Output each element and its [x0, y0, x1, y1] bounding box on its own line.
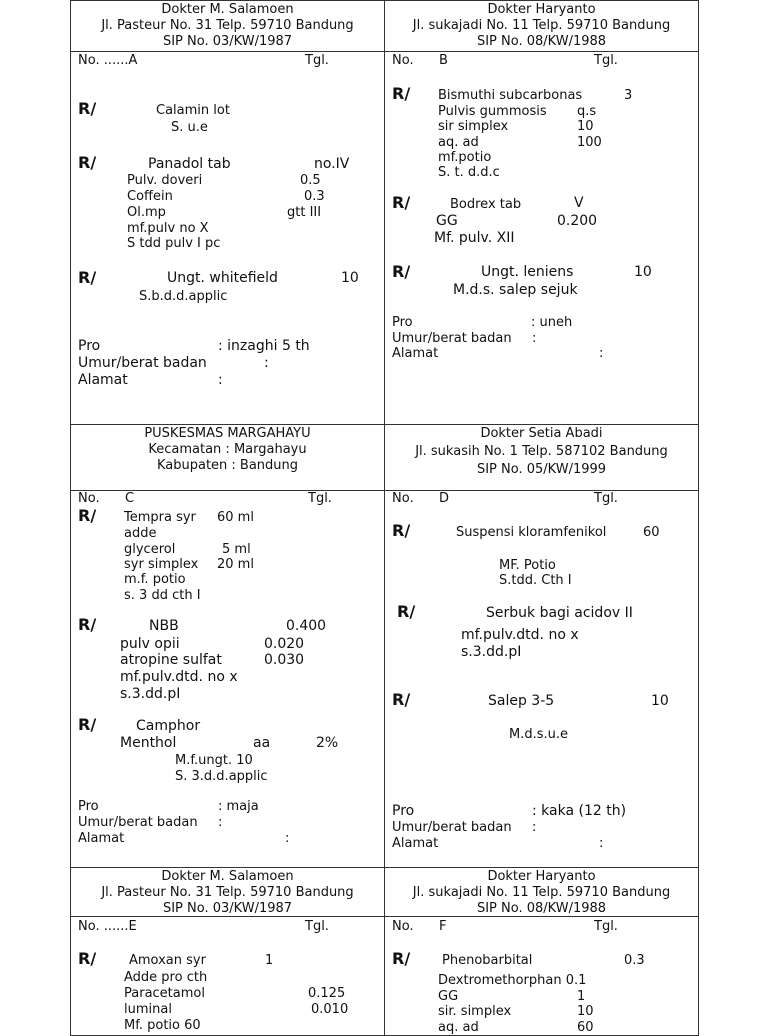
drug-amount: 2%	[316, 735, 339, 751]
recipe-symbol: R/	[392, 262, 411, 281]
signa-line: S.b.d.d.applic	[139, 289, 228, 304]
drug-line: GG	[438, 989, 459, 1004]
header-dokter-haryanto	[384, 0, 699, 52]
patient-name: : maja	[218, 799, 259, 814]
drug-amount: 0.030	[264, 652, 305, 668]
drug-line: Ungt. whitefield	[167, 270, 278, 286]
address-label: Alamat	[78, 372, 128, 388]
date-label: Tgl.	[594, 919, 618, 934]
drug-line: Tempra syr	[124, 510, 196, 525]
drug-line: aq. ad	[438, 1020, 479, 1035]
drug-amount: 10	[577, 119, 594, 134]
signa-line: M.d.s. salep sejuk	[453, 282, 578, 298]
drug-line: atropine sulfat	[120, 652, 222, 668]
age-weight-label: Umur/berat badan	[78, 815, 198, 830]
drug-line: Dextromethorphan 0.1	[438, 973, 587, 988]
drug-line: aa	[253, 735, 271, 751]
recipe-symbol: R/	[78, 506, 97, 525]
date-label: Tgl.	[305, 919, 329, 934]
patient-label: Pro	[78, 799, 99, 814]
recipe-symbol: R/	[78, 268, 97, 287]
drug-line: Adde pro cth	[124, 970, 208, 985]
drug-line: pulv opii	[120, 636, 180, 652]
recipe-symbol: R/	[392, 690, 411, 709]
drug-line: Bodrex tab	[450, 197, 522, 212]
age-weight-value: :	[218, 815, 223, 830]
prescription-a	[70, 51, 385, 425]
patient-name: : uneh	[531, 315, 573, 330]
drug-amount: 0.400	[286, 618, 327, 634]
patient-name: : kaka (12 th)	[532, 803, 627, 819]
clinic-name: PUSKESMAS MARGAHAYU	[144, 426, 311, 441]
prescription-label: No.	[392, 491, 414, 506]
header-dokter-salamoen	[70, 0, 385, 52]
drug-amount: V	[574, 195, 584, 211]
recipe-symbol: R/	[392, 84, 411, 103]
age-weight-label: Umur/berat badan	[78, 355, 207, 371]
drug-line: luminal	[124, 1002, 172, 1017]
drug-amount: 100	[577, 135, 602, 150]
prescription-label: No.	[392, 919, 414, 934]
prescription-c	[70, 490, 385, 868]
doctor-sip: SIP No. 05/KW/1999	[476, 462, 607, 477]
doctor-sip: SIP No. 08/KW/1988	[476, 901, 607, 916]
drug-line: M.f.ungt. 10	[175, 753, 253, 768]
drug-line: aq. ad	[438, 135, 479, 150]
drug-line: Ol.mp	[127, 205, 166, 220]
recipe-symbol: R/	[78, 715, 97, 734]
doctor-name: Dokter Setia Abadi	[480, 426, 603, 441]
address-label: Alamat	[78, 831, 125, 846]
age-weight-value: :	[264, 355, 269, 371]
signa-line: s.3.dd.pI	[461, 644, 522, 660]
drug-amount: 10	[577, 1004, 594, 1019]
drug-line: glycerol	[124, 542, 176, 557]
prescription-d	[384, 490, 699, 868]
age-weight-label: Umur/berat badan	[392, 820, 512, 835]
doctor-sip: SIP No. 08/KW/1988	[476, 34, 607, 49]
prescription-number: B	[439, 53, 448, 68]
drug-amount: 20 ml	[217, 557, 254, 572]
prescription-number: C	[125, 491, 135, 506]
drug-line: Amoxan syr	[129, 953, 206, 968]
drug-line: sir. simplex	[438, 1004, 512, 1019]
doctor-name: Dokter Haryanto	[487, 2, 596, 17]
drug-line: Mf. potio 60	[124, 1018, 201, 1033]
drug-line: Ungt. leniens	[481, 264, 574, 280]
drug-amount: no.IV	[314, 156, 350, 172]
drug-amount: 0.5	[300, 173, 321, 188]
doctor-name: Dokter M. Salamoen	[161, 2, 294, 17]
drug-line: Camphor	[136, 718, 201, 734]
prescription-number: F	[439, 919, 447, 934]
prescription-number: No. ......A	[78, 53, 138, 68]
drug-amount: 0.3	[304, 189, 325, 204]
prescription-e	[70, 916, 385, 1036]
header-dokter-setia-abadi	[384, 424, 699, 491]
signa-line: s. 3 dd cth I	[124, 588, 201, 603]
drug-line: Pulvis gummosis	[438, 104, 547, 119]
drug-line: MF. Potio	[499, 558, 556, 573]
drug-amount: 0.010	[311, 1002, 349, 1017]
address-value: :	[599, 346, 604, 361]
signa-line: S tdd pulv I pc	[127, 236, 221, 251]
signa-line: Mf. pulv. XII	[434, 230, 515, 246]
drug-amount: 0.3	[624, 953, 645, 968]
patient-label: Pro	[392, 315, 413, 330]
signa-line: s.3.dd.pI	[120, 686, 181, 702]
drug-amount: 1	[265, 953, 274, 968]
drug-line: syr simplex	[124, 557, 199, 572]
doctor-name: Dokter Haryanto	[487, 869, 596, 884]
drug-line: GG	[436, 213, 458, 229]
prescription-label: No.	[392, 53, 414, 68]
date-label: Tgl.	[594, 491, 618, 506]
drug-line: Serbuk bagi acidov II	[486, 605, 633, 621]
patient-label: Pro	[392, 803, 415, 819]
recipe-symbol: R/	[78, 153, 97, 172]
recipe-symbol: R/	[78, 615, 97, 634]
drug-amount: q.s	[577, 104, 597, 119]
drug-line: Calamin lot	[156, 103, 230, 118]
recipe-symbol: R/	[392, 949, 411, 968]
date-label: Tgl.	[305, 53, 329, 68]
drug-line: NBB	[149, 618, 179, 634]
recipe-symbol: R/	[392, 193, 411, 212]
doctor-address: Jl. Pasteur No. 31 Telp. 59710 Bandung	[101, 885, 354, 900]
patient-label: Pro	[78, 338, 101, 354]
doctor-name: Dokter M. Salamoen	[161, 869, 294, 884]
drug-line: Pulv. doveri	[127, 173, 203, 188]
patient-name: : inzaghi 5 th	[218, 338, 310, 354]
drug-amount: 3	[624, 88, 633, 103]
date-label: Tgl.	[594, 53, 618, 68]
drug-line: Salep 3-5	[488, 693, 555, 709]
drug-amount: 0.125	[308, 986, 346, 1001]
drug-amount: 60 ml	[217, 510, 254, 525]
drug-amount: 10	[651, 693, 669, 709]
doctor-address: Jl. sukasih No. 1 Telp. 587102 Bandung	[415, 444, 668, 459]
drug-line: Menthol	[120, 735, 177, 751]
address-value: :	[218, 372, 223, 388]
drug-line: Panadol tab	[148, 156, 231, 172]
clinic-district: Kecamatan : Margahayu	[148, 442, 307, 457]
drug-line: Bismuthi subcarbonas	[438, 88, 583, 103]
drug-line: adde	[124, 526, 157, 541]
signa-line: S. t. d.d.c	[438, 165, 500, 180]
doctor-sip: SIP No. 03/KW/1987	[162, 901, 293, 916]
date-label: Tgl.	[308, 491, 332, 506]
drug-line: mf.pulv.dtd. no x	[461, 627, 579, 643]
age-weight-value: :	[532, 820, 537, 835]
header-puskesmas-margahayu	[70, 424, 385, 491]
address-label: Alamat	[392, 346, 439, 361]
prescription-number: No. ......E	[78, 919, 137, 934]
age-weight-label: Umur/berat badan	[392, 331, 512, 346]
drug-line: Paracetamol	[124, 986, 205, 1001]
drug-line: Suspensi kloramfenikol	[456, 525, 607, 540]
signa-line: S. u.e	[171, 120, 208, 135]
drug-amount: 5 ml	[222, 542, 251, 557]
drug-amount: 1	[577, 989, 586, 1004]
doctor-address: Jl. sukajadi No. 11 Telp. 59710 Bandung	[412, 885, 671, 900]
drug-line: sir simplex	[438, 119, 509, 134]
address-value: :	[285, 831, 290, 846]
signa-line: S.tdd. Cth I	[499, 573, 572, 588]
drug-line: mf.pulv no X	[127, 221, 209, 236]
drug-amount: 0.200	[557, 213, 598, 229]
prescription-b	[384, 51, 699, 425]
drug-amount: 60	[643, 525, 660, 540]
prescription-number: D	[439, 491, 450, 506]
drug-amount: 10	[634, 264, 652, 280]
signa-line: M.d.s.u.e	[509, 727, 569, 742]
drug-line: Phenobarbital	[442, 953, 533, 968]
drug-amount: 0.020	[264, 636, 305, 652]
drug-line: mf.potio	[438, 150, 492, 165]
drug-line: Coffein	[127, 189, 173, 204]
header-dokter-haryanto	[384, 867, 699, 917]
drug-amount: 60	[577, 1020, 594, 1035]
drug-amount: 10	[341, 270, 359, 286]
recipe-symbol: R/	[78, 99, 97, 118]
drug-amount: gtt III	[287, 205, 322, 220]
signa-line: S. 3.d.d.applic	[175, 769, 268, 784]
age-weight-value: :	[532, 331, 537, 346]
doctor-address: Jl. sukajadi No. 11 Telp. 59710 Bandung	[412, 18, 671, 33]
recipe-symbol: R/	[392, 521, 411, 540]
address-label: Alamat	[392, 836, 439, 851]
recipe-symbol: R/	[397, 602, 416, 621]
doctor-sip: SIP No. 03/KW/1987	[162, 34, 293, 49]
header-dokter-salamoen	[70, 867, 385, 917]
recipe-symbol: R/	[78, 949, 97, 968]
drug-line: mf.pulv.dtd. no x	[120, 669, 238, 685]
clinic-regency: Kabupaten : Bandung	[156, 458, 299, 473]
doctor-address: Jl. Pasteur No. 31 Telp. 59710 Bandung	[101, 18, 354, 33]
drug-line: m.f. potio	[124, 572, 186, 587]
prescription-label: No.	[78, 491, 100, 506]
address-value: :	[599, 836, 604, 851]
prescription-f	[384, 916, 699, 1036]
